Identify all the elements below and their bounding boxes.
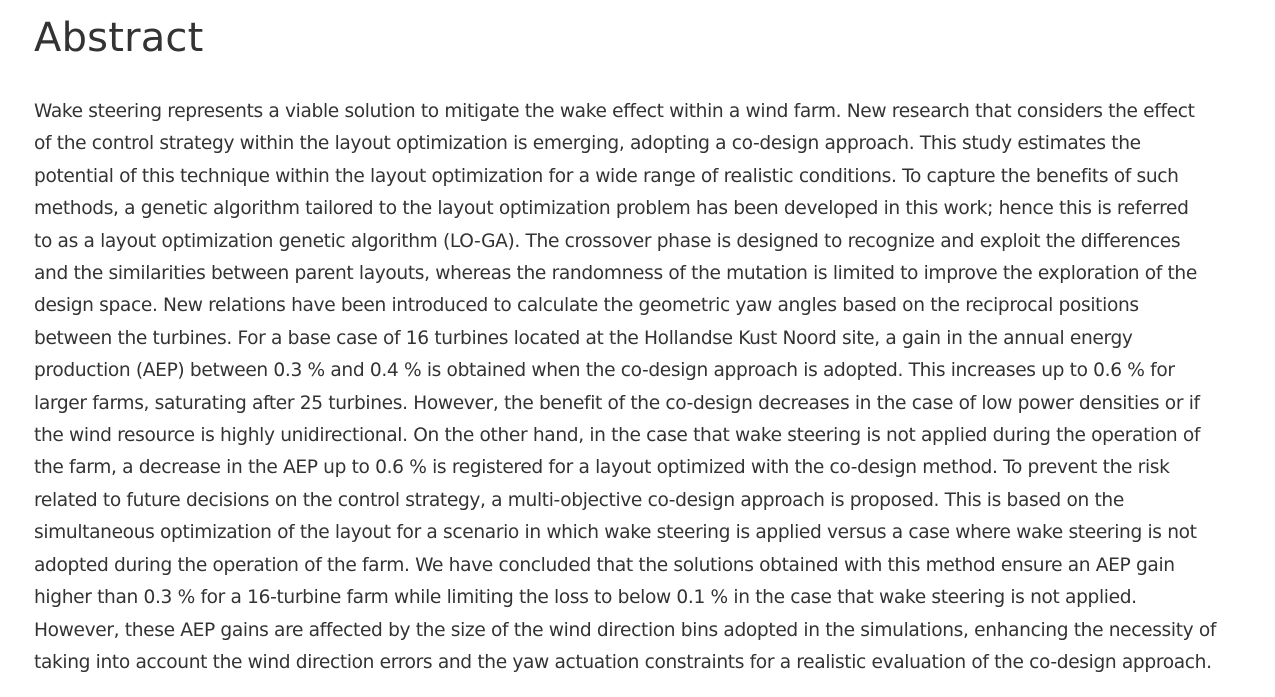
abstract-line: of the control strategy within the layout optimization is emerging, adopting a co-design approach. This study estimates the (34, 133, 1141, 155)
abstract-line: However, these AEP gains are affected by the size of the wind direction bins adopted in the simulations, enhancing the necessity of (34, 619, 1217, 641)
abstract-line: Wake steering represents a viable solution to mitigate the wake effect within a wind farm. New research that considers the effect (34, 101, 1195, 122)
abstract-line: the farm, a decrease in the AEP up to 0.6 % is registered for a layout optimized with the co-design method. To prevent the risk (34, 457, 1170, 479)
abstract-line: higher than 0.3 % for a 16-turbine farm while limiting the loss to below 0.1 % in the case that wake steering is not applied. (34, 587, 1137, 609)
abstract-line: taking into account the wind direction errors and the yaw actuation constraints for a realistic evaluation of the co-design approach. (34, 651, 1212, 673)
abstract-line: related to future decisions on the control strategy, a multi-objective co-design approach is proposed. This is based on the (34, 489, 1124, 511)
abstract-section (34, 0, 1270, 679)
abstract-line: production (AEP) between 0.3 % and 0.4 % is obtained when the co-design approach is adopted. This increases up to 0.6 % for (34, 360, 1175, 382)
abstract-line: and the similarities between parent layouts, whereas the randomness of the mutation is limited to improve the exploration of the (34, 263, 1197, 285)
abstract-line: to as a layout optimization genetic algorithm (LO-GA). The crossover phase is designed to recognize and exploit the differences (34, 230, 1181, 252)
abstract-line: between the turbines. For a base case of 16 turbines located at the Hollandse Kust Noord site, a gain in the annual energy (34, 327, 1133, 349)
abstract-heading: Abstract (34, 15, 204, 61)
abstract-line: methods, a genetic algorithm tailored to the layout optimization problem has been developed in this work; hence this is referred (34, 198, 1189, 220)
abstract-line: design space. New relations have been introduced to calculate the geometric yaw angles based on the reciprocal positions (34, 295, 1139, 317)
abstract-line: adopted during the operation of the farm. We have concluded that the solutions obtained with this method ensure an AEP gain (34, 554, 1175, 576)
abstract-line: potential of this technique within the layout optimization for a wide range of realistic conditions. To capture the benefits of such (34, 165, 1179, 187)
abstract-line: simultaneous optimization of the layout for a scenario in which wake steering is applied versus a case where wake steering is not (34, 522, 1197, 544)
abstract-paragraph (34, 96, 1270, 679)
abstract-line: the wind resource is highly unidirectional. On the other hand, in the case that wake steering is not applied during the operation of (34, 425, 1201, 447)
abstract-line: larger farms, saturating after 25 turbines. However, the benefit of the co-design decreases in the case of low power densities or if (34, 392, 1200, 414)
